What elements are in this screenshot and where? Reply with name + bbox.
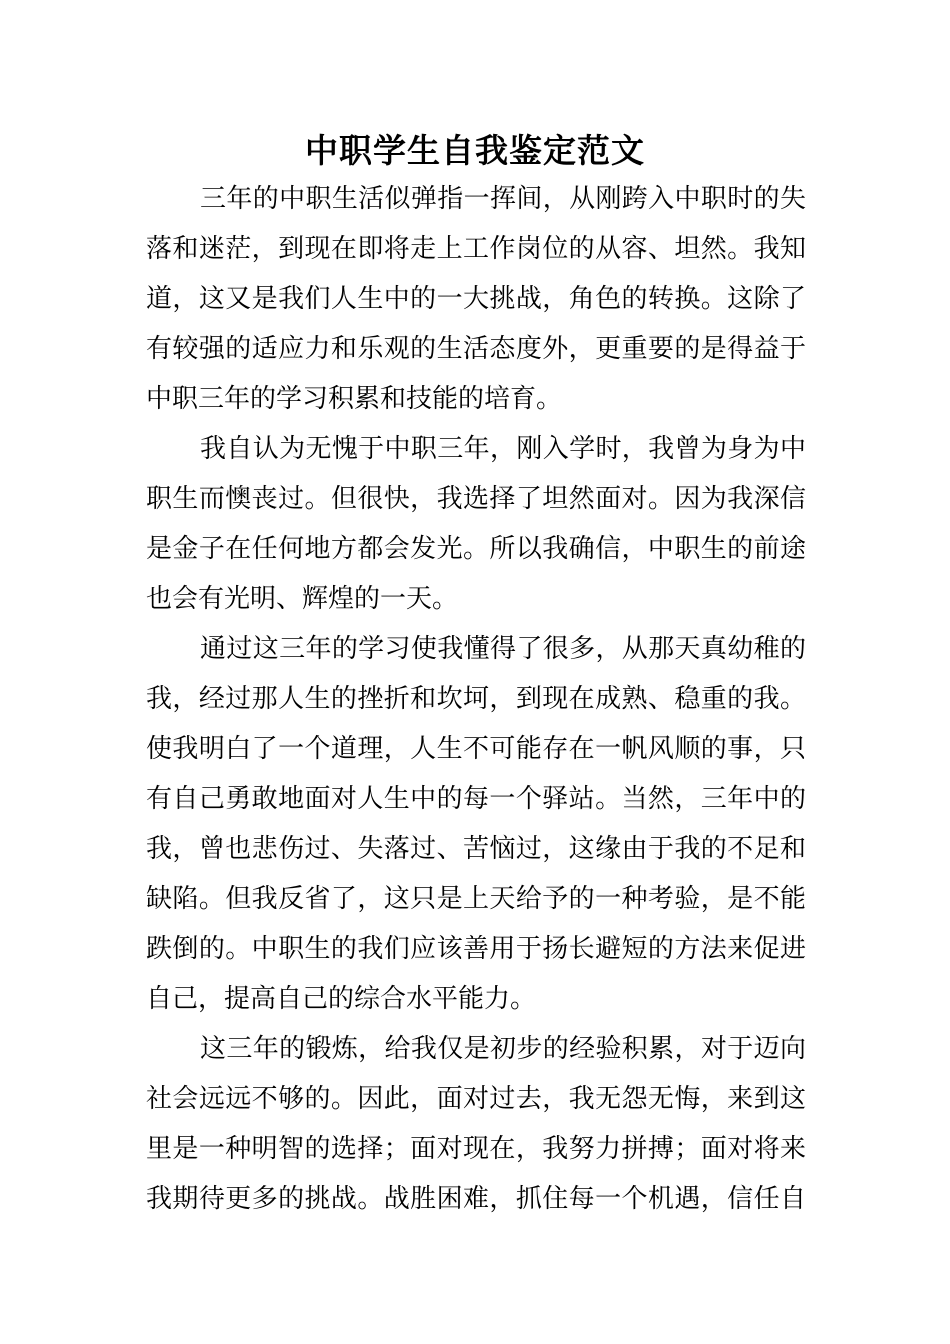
text-line: 我期待更多的挑战。战胜困难，抓住每一个机遇，信任自 [146, 1184, 806, 1214]
text-line: 我，曾也悲伤过、失落过、苦恼过，这缘由于我的不足和 [146, 834, 806, 864]
document-body [146, 174, 806, 1224]
text-line: 自己，提高自己的综合水平能力。 [146, 984, 537, 1014]
text-line: 缺陷。但我反省了，这只是上天给予的一种考验，是不能 [146, 884, 806, 914]
text-line: 有较强的适应力和乐观的生活态度外，更重要的是得益于 [146, 334, 806, 364]
text-line: 落和迷茫，到现在即将走上工作岗位的从容、坦然。我知 [146, 234, 806, 264]
text-line: 职生而懊丧过。但很快，我选择了坦然面对。因为我深信 [146, 484, 806, 514]
text-line: 通过这三年的学习使我懂得了很多，从那天真幼稚的 [200, 634, 806, 664]
text-line: 道，这又是我们人生中的一大挑战，角色的转换。这除了 [146, 284, 806, 314]
text-line: 三年的中职生活似弹指一挥间，从刚跨入中职时的失 [200, 184, 806, 214]
text-line: 使我明白了一个道理，人生不可能存在一帆风顺的事，只 [146, 734, 806, 764]
paragraph-4 [146, 1024, 806, 1224]
document-title: 中职学生自我鉴定范文 [305, 131, 645, 170]
text-line: 我，经过那人生的挫折和坎坷，到现在成熟、稳重的我。 [146, 684, 806, 714]
text-line: 社会远远不够的。因此，面对过去，我无怨无悔，来到这 [146, 1084, 806, 1114]
text-line: 也会有光明、辉煌的一天。 [146, 584, 459, 614]
text-line: 这三年的锻炼，给我仅是初步的经验积累，对于迈向 [200, 1034, 806, 1064]
text-line: 中职三年的学习积累和技能的培育。 [146, 384, 563, 414]
text-line: 里是一种明智的选择；面对现在，我努力拼搏；面对将来 [146, 1134, 806, 1164]
text-line: 跌倒的。中职生的我们应该善用于扬长避短的方法来促进 [146, 934, 806, 964]
text-line: 有自己勇敢地面对人生中的每一个驿站。当然，三年中的 [146, 784, 806, 814]
paragraph-2 [146, 424, 806, 624]
text-line: 是金子在任何地方都会发光。所以我确信，中职生的前途 [146, 534, 806, 564]
paragraph-1 [146, 174, 806, 424]
text-line: 我自认为无愧于中职三年，刚入学时，我曾为身为中 [200, 434, 806, 464]
paragraph-3 [146, 624, 806, 1024]
